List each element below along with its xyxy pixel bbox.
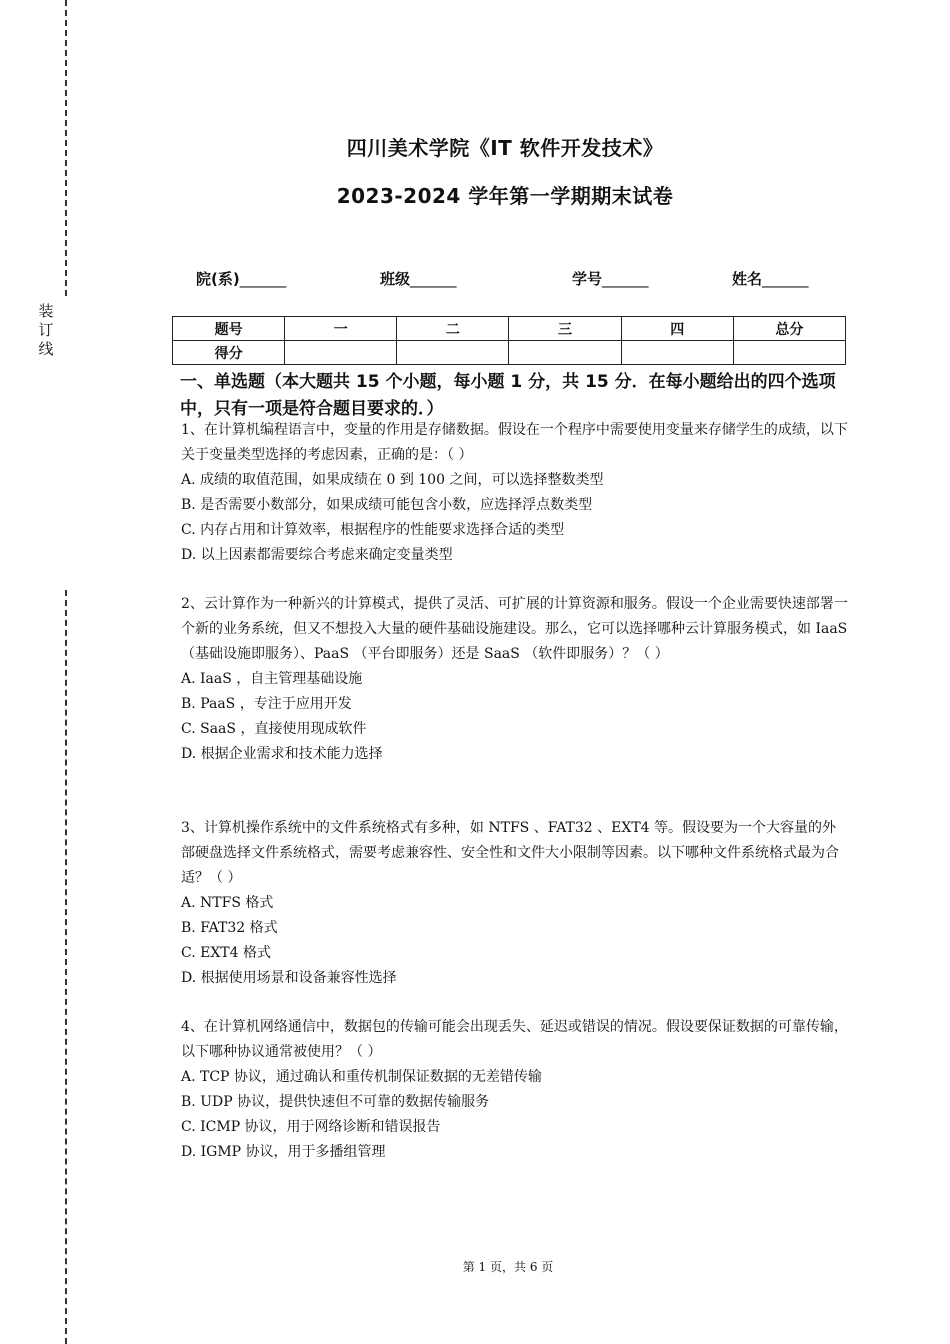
option-d: D. 以上因素都需要综合考虑来确定变量类型 bbox=[181, 547, 453, 563]
score-table-score-row bbox=[173, 341, 846, 365]
question-stem: 3、计算机操作系统中的文件系统格式有多种，如 NTFS 、FAT32 、EXT4 等。假设要为一个大容量的外部硬盘选择文件系统格式，需要考虑兼容性、安全性和文件大小限制等因素。以下哪种文件系统格式最为合适？（ ） bbox=[181, 820, 839, 886]
option-d: D. IGMP 协议，用于多播组管理 bbox=[181, 1144, 386, 1160]
info-class bbox=[380, 268, 456, 289]
exam-subtitle: 2023-2024 学年第一学期期末试卷 bbox=[336, 184, 674, 208]
score-header-cell: 三 bbox=[509, 317, 621, 341]
score-header-cell: 一 bbox=[285, 317, 397, 341]
info-name-blank[interactable]: _______ bbox=[762, 270, 808, 288]
question-stem: 1、在计算机编程语言中，变量的作用是存储数据。假设在一个程序中需要使用变量来存储学生的成绩，以下关于变量类型选择的考虑因素，正确的是：（ ） bbox=[181, 422, 848, 463]
score-table bbox=[172, 316, 846, 365]
option-c: C. SaaS ，直接使用现成软件 bbox=[181, 721, 367, 737]
score-row-label: 得分 bbox=[173, 341, 285, 365]
score-table-header-row bbox=[173, 317, 846, 341]
info-department-label: 院(系) bbox=[196, 270, 240, 288]
question-4 bbox=[181, 1015, 849, 1165]
question-stem: 4、在计算机网络通信中，数据包的传输可能会出现丢失、延迟或错误的情况。假设要保证数据的可靠传输，以下哪种协议通常被使用？（ ） bbox=[181, 1019, 848, 1060]
question-3 bbox=[181, 816, 849, 991]
student-info-row bbox=[0, 268, 950, 292]
exam-title: 四川美术学院《IT 软件开发技术》 bbox=[346, 136, 664, 160]
info-student-id bbox=[572, 268, 648, 289]
info-student-id-blank[interactable]: _______ bbox=[602, 270, 648, 288]
option-a: A. NTFS 格式 bbox=[181, 895, 274, 911]
option-a: A. 成绩的取值范围，如果成绩在 0 到 100 之间，可以选择整数类型 bbox=[181, 472, 604, 488]
info-class-blank[interactable]: _______ bbox=[410, 270, 456, 288]
info-department-blank[interactable]: _______ bbox=[239, 270, 286, 288]
score-header-cell: 四 bbox=[621, 317, 733, 341]
option-a: A. IaaS ，自主管理基础设施 bbox=[181, 671, 363, 687]
score-header-cell: 总分 bbox=[733, 317, 845, 341]
option-b: B. FAT32 格式 bbox=[181, 920, 278, 936]
option-c: C. ICMP 协议，用于网络诊断和错误报告 bbox=[181, 1119, 441, 1135]
info-student-id-label: 学号 bbox=[572, 270, 603, 288]
option-d: D. 根据企业需求和技术能力选择 bbox=[181, 746, 383, 762]
info-class-label: 班级 bbox=[380, 270, 411, 288]
option-c: C. EXT4 格式 bbox=[181, 945, 271, 961]
question-2 bbox=[181, 592, 849, 767]
question-1 bbox=[181, 418, 849, 568]
option-b: B. 是否需要小数部分，如果成绩可能包含小数，应选择浮点数类型 bbox=[181, 497, 593, 513]
score-header-cell: 题号 bbox=[173, 317, 285, 341]
binding-dashed-line-bottom bbox=[65, 590, 67, 1344]
score-cell-q3[interactable] bbox=[509, 341, 621, 365]
score-header-cell: 二 bbox=[397, 317, 509, 341]
score-cell-q2[interactable] bbox=[397, 341, 509, 365]
info-department bbox=[196, 268, 285, 289]
option-d: D. 根据使用场景和设备兼容性选择 bbox=[181, 970, 397, 986]
score-cell-total[interactable] bbox=[733, 341, 845, 365]
option-b: B. UDP 协议，提供快速但不可靠的数据传输服务 bbox=[181, 1094, 490, 1110]
page-number: 第 1 页，共 6 页 bbox=[462, 1260, 554, 1274]
option-b: B. PaaS ，专注于应用开发 bbox=[181, 696, 352, 712]
option-c: C. 内存占用和计算效率，根据程序的性能要求选择合适的类型 bbox=[181, 522, 565, 538]
info-name-label: 姓名 bbox=[732, 270, 763, 288]
binding-label: 装订线 bbox=[38, 302, 54, 358]
question-stem: 2、云计算作为一种新兴的计算模式，提供了灵活、可扩展的计算资源和服务。假设一个企业需要快速部署一个新的业务系统，但又不想投入大量的硬件基础设施建设。那么，它可以选择哪种云计算服务模式，如 IaaS （基础设施即服务）、PaaS （平台即服务）还是 SaaS （软件即服务）？（ ） bbox=[181, 596, 848, 662]
option-a: A. TCP 协议，通过确认和重传机制保证数据的无差错传输 bbox=[181, 1069, 542, 1085]
info-name bbox=[732, 268, 808, 289]
score-cell-q1[interactable] bbox=[285, 341, 397, 365]
score-cell-q4[interactable] bbox=[621, 341, 733, 365]
section-heading: 一、单选题（本大题共 15 个小题，每小题 1 分，共 15 分．在每小题给出的四个选项中，只有一项是符合题目要求的．） bbox=[180, 372, 836, 419]
